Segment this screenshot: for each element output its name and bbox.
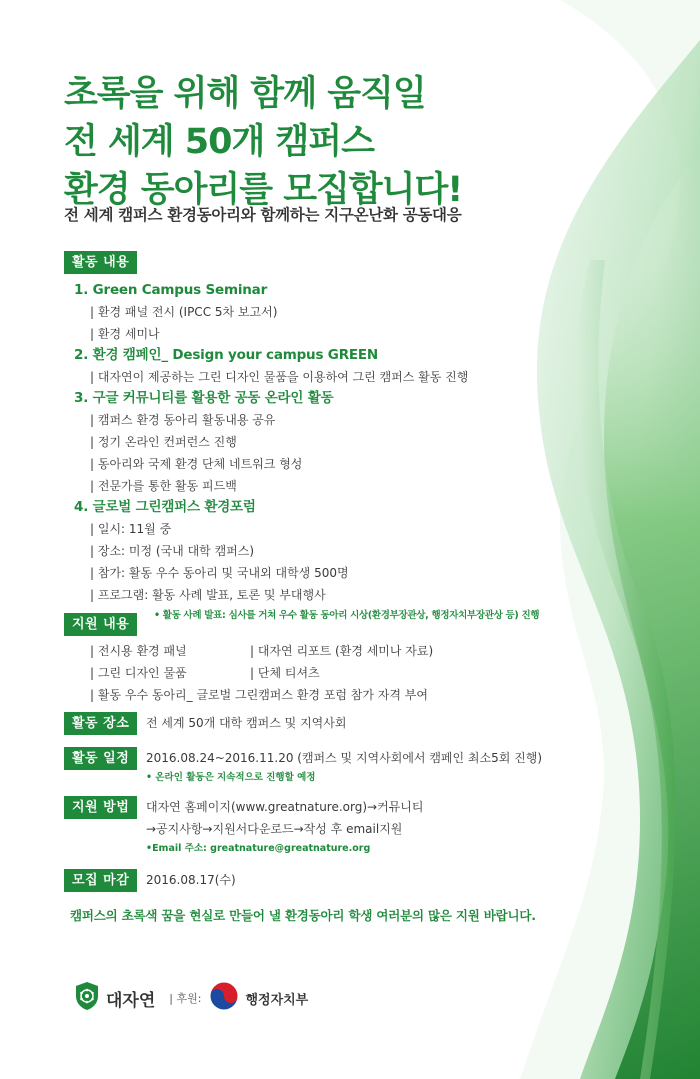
headline <box>64 70 462 214</box>
activity-title: 2. 환경 캠페인_ Design your campus GREEN <box>74 347 379 363</box>
activities-tag: 활동 내용 <box>64 251 137 274</box>
activity-title: 3. 구글 커뮤니티를 활용한 공동 온라인 활동 <box>74 390 334 406</box>
activity-item-1 <box>74 280 594 345</box>
place-tag: 활동 장소 <box>64 712 137 735</box>
activity-line: | 일시: 11월 중 <box>90 522 172 536</box>
activities-section <box>74 280 594 626</box>
activity-line: | 동아리와 국제 환경 단체 네트워크 형성 <box>90 457 303 471</box>
apply-block <box>146 796 423 858</box>
org-logo-text: 대자연 <box>106 990 156 1011</box>
deadline-text: 2016.08.17(수) <box>146 873 236 887</box>
support-row <box>90 684 570 706</box>
apply-line-2: →공지사항→지원서다운로드→작성 후 email지원 <box>146 822 403 836</box>
green-shield-emblem-icon <box>74 981 100 1015</box>
schedule-note: • 온라인 활동은 지속적으로 진행할 예정 <box>146 772 316 783</box>
apply-line-1: 대자연 홈페이지(www.greatnature.org)→커뮤니티 <box>146 800 424 814</box>
sponsor-name: 행정자치부 <box>245 992 309 1008</box>
deadline-tag: 모집 마감 <box>64 869 137 892</box>
footer-logos <box>74 978 308 1018</box>
place-text: 전 세계 50개 대학 캠퍼스 및 지역사회 <box>146 716 347 730</box>
activity-title: 4. 글로벌 그린캠퍼스 환경포럼 <box>74 499 256 515</box>
activity-line: | 대자연이 제공하는 그린 디자인 물품을 이용하여 그린 캠퍼스 활동 진행 <box>90 370 469 384</box>
support-item: | 그린 디자인 물품 <box>90 666 187 680</box>
activity-line: | 전문가를 통한 활동 피드백 <box>90 479 237 493</box>
activity-line: | 환경 패널 전시 (IPCC 5차 보고서) <box>90 305 278 319</box>
activity-item-4 <box>74 497 594 626</box>
support-row <box>90 662 570 684</box>
support-section <box>90 640 570 706</box>
sponsor-label: | 후원: <box>169 992 202 1005</box>
support-row <box>90 640 570 662</box>
schedule-tag: 활동 일정 <box>64 747 137 770</box>
activity-line: | 장소: 미정 (국내 대학 캠퍼스) <box>90 544 255 558</box>
apply-tag: 지원 방법 <box>64 796 137 819</box>
activity-line: | 캠퍼스 환경 동아리 활동내용 공유 <box>90 413 276 427</box>
apply-email-note: •Email 주소: greatnature@greatnature.org <box>146 843 371 854</box>
activity-line: | 환경 세미나 <box>90 327 160 341</box>
support-tag: 지원 내용 <box>64 613 137 636</box>
closing-message: 캠퍼스의 초록색 꿈을 현실로 만들어 낼 환경동아리 학생 여러분의 많은 지원 바랍니다. <box>70 908 536 923</box>
schedule-text: 2016.08.24~2016.11.20 (캠퍼스 및 지역사회에서 캠페인 최소5회 진행) <box>146 751 543 765</box>
support-item: | 대자연 리포트 (환경 세미나 자료) <box>250 644 434 658</box>
headline-line-2: 전 세계 50개 캠퍼스 <box>64 122 374 162</box>
support-item: | 전시용 환경 패널 <box>90 644 187 658</box>
activity-title: 1. Green Campus Seminar <box>74 282 268 298</box>
schedule-block <box>146 747 542 787</box>
headline-line-3: 환경 동아리를 모집합니다! <box>64 170 463 210</box>
activity-line: | 프로그램: 활동 사례 발표, 토론 및 부대행사 <box>90 588 326 602</box>
headline-line-1: 초록을 위해 함께 움직일 <box>64 74 426 114</box>
activity-item-2 <box>74 345 594 388</box>
activity-line: | 참가: 활동 우수 동아리 및 국내외 대학생 500명 <box>90 566 349 580</box>
support-item: | 단체 티셔츠 <box>250 666 320 680</box>
taegeuk-emblem-icon <box>209 981 239 1015</box>
activity-item-3 <box>74 388 594 497</box>
activity-note: • 활동 사례 발표: 심사를 거쳐 우수 활동 동아리 시상(환경부장관상, 행정자치부장관상 등) 진행 <box>154 610 540 621</box>
support-item: | 활동 우수 동아리_ 글로벌 그린캠퍼스 환경 포럼 참가 자격 부여 <box>90 688 428 702</box>
activity-line: | 정기 온라인 컨퍼런스 진행 <box>90 435 237 449</box>
subtitle: 전 세계 캠퍼스 환경동아리와 함께하는 지구온난화 공동대응 <box>64 206 462 224</box>
